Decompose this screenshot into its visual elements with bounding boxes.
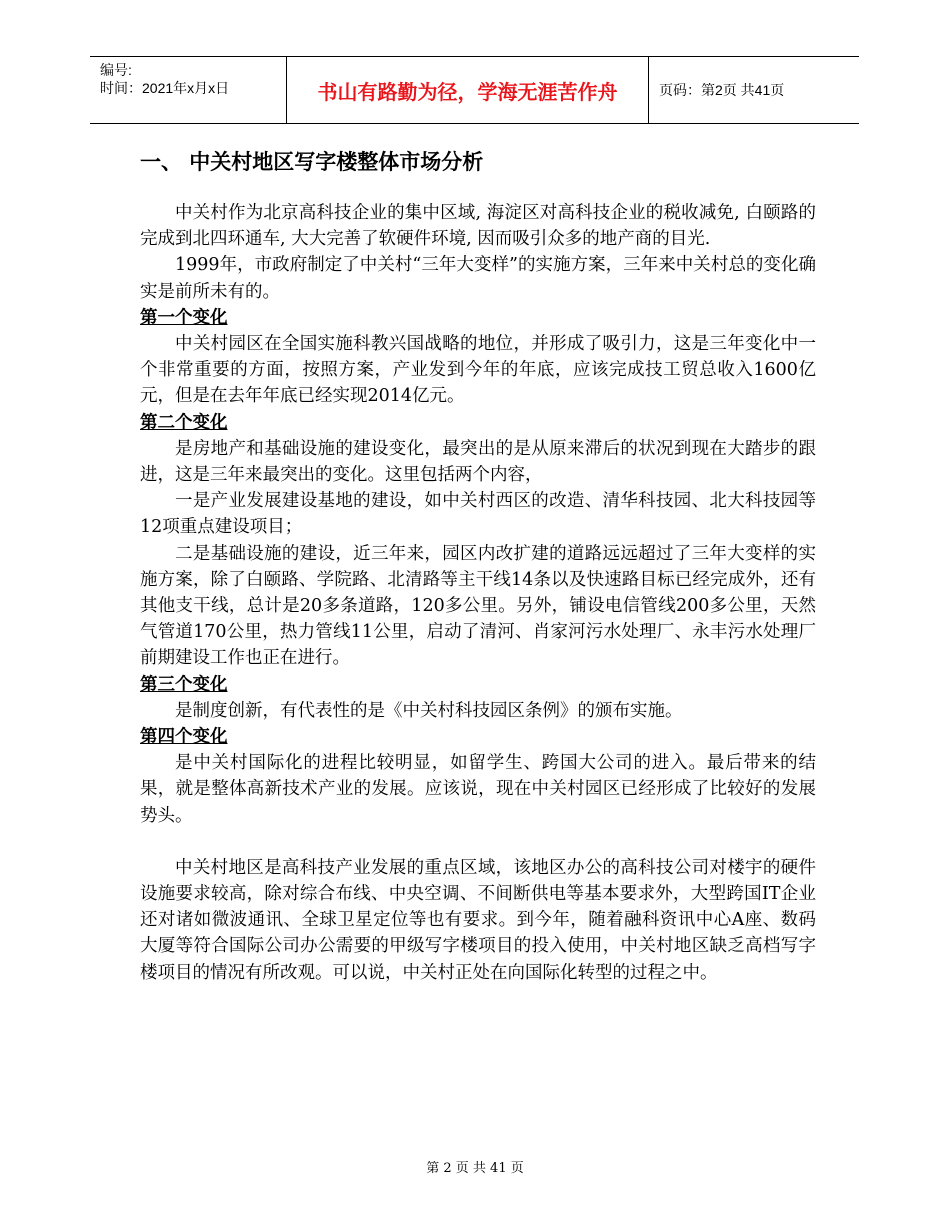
section-title: 一、 中关村地区写字楼整体市场分析 <box>140 150 484 174</box>
paragraph: 中关村地区是高科技产业发展的重点区域，该地区办公的高科技公司对楼宇的硬件设施要求较高，除对综合布线、中央空调、不间断供电等基本要求外，大型跨国IT企业还对诸如微波通讯、全球卫星定位等也有要求。到今年，随着融科资讯中心A座、数码大厦等符合国际公司办公需要的甲级写字楼项目的投入使用，中关村地区缺乏高档写字楼项目的情况有所改观。可以说，中关村正处在向国际化转型的过程之中。 <box>140 857 816 983</box>
header-meta <box>90 57 286 123</box>
spacer <box>140 829 816 855</box>
page-footer: 第 2 页 共 41 页 <box>426 1161 524 1176</box>
paragraph: 1999年，市政府制定了中关村“三年大变样”的实施方案，三年来中关村总的变化确实是前所未有的。 <box>140 255 816 302</box>
paragraph: 二是基础设施的建设，近三年来，园区内改扩建的道路远远超过了三年大变样的实施方案，除了白颐路、学院路、北清路等主干线14条以及快速路目标已经完成外，还有其他支干线，总计是20多条道路，120多公里。另外，铺设电信管线200多公里，天然气管道170公里，热力管线11公里，启动了清河、肖家河污水处理厂、永丰污水处理厂前期建设工作也正在进行。 <box>140 543 816 669</box>
change-heading: 第一个变化 <box>140 307 228 328</box>
change-heading: 第三个变化 <box>140 674 228 695</box>
page-header <box>90 56 859 124</box>
time-label: 时间：2021年x月x日 <box>100 80 230 96</box>
paragraph: 一是产业发展建设基地的建设，如中关村西区的改造、清华科技园、北大科技园等12项重点建设项目； <box>140 491 816 538</box>
header-page-info: 页码：第2页 共41页 <box>659 82 785 98</box>
change-heading: 第四个变化 <box>140 727 228 748</box>
number-label: 编号: <box>100 62 132 78</box>
paragraph: 是房地产和基础设施的建设变化，最突出的是从原来滞后的状况到现在大踏步的跟进，这是三年来最突出的变化。这里包括两个内容， <box>140 438 816 486</box>
paragraph: 是制度创新，有代表性的是《中关村科技园区条例》的颁布实施。 <box>175 700 683 721</box>
document-body <box>140 140 816 986</box>
paragraph: 中关村作为北京高科技企业的集中区域, 海淀区对高科技企业的税收减免, 白颐路的完成到北四环通车, 大大完善了软硬件环境, 因而吸引众多的地产商的目光. <box>140 203 816 250</box>
paragraph: 中关村园区在全国实施科教兴国战略的地位，并形成了吸引力，这是三年变化中一个非常重要的方面，按照方案，产业发到今年的年底，应该完成技工贸总收入1600亿元，但是在去年年底已经实现2014亿元。 <box>140 334 816 407</box>
change-heading: 第二个变化 <box>140 412 228 433</box>
paragraph: 是中关村国际化的进程比较明显，如留学生、跨国大公司的进入。最后带来的结果，就是整体高新技术产业的发展。应该说，现在中关村园区已经形成了比较好的发展势头。 <box>140 753 816 826</box>
header-motto: 书山有路勤为径，学海无涯苦作舟 <box>286 57 649 123</box>
